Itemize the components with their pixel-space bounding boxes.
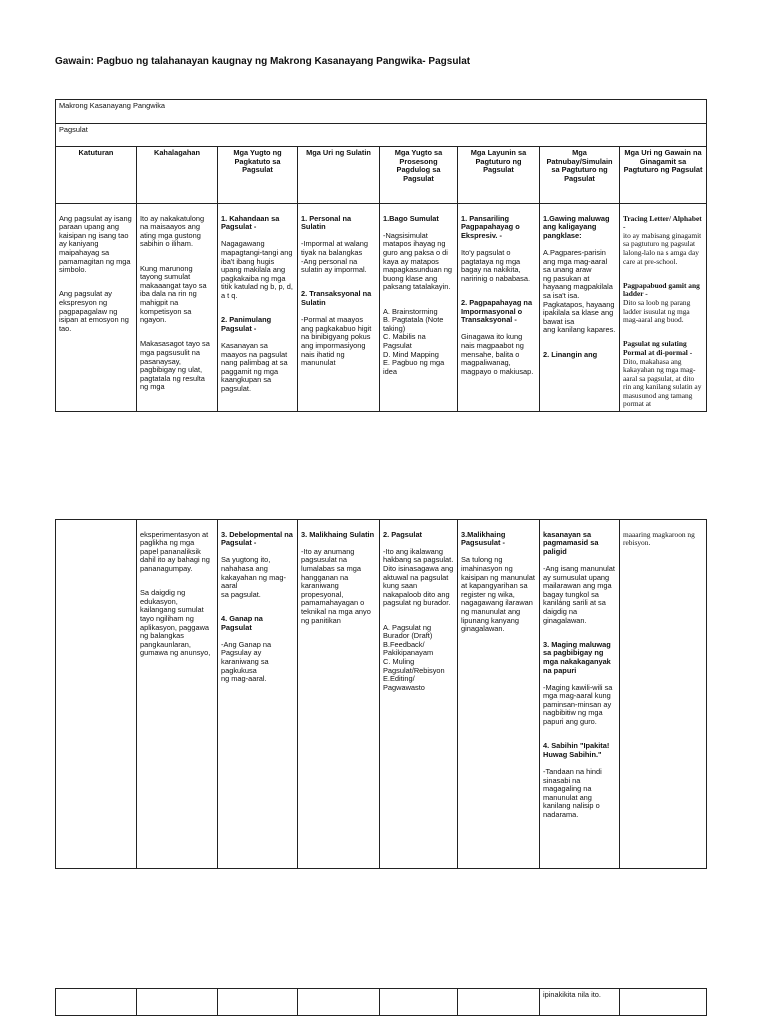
header-kahalagahan: Kahalagahan xyxy=(137,147,218,204)
cell-text: A. Pagsulat ng Burador (Draft) B.Feedback/ Pakikipanayam C. Muling Pagsulat/Rebisyon E.Editing/ Pagwawasto xyxy=(383,622,445,692)
cell-heading: 1. Pansariling Pagpapahayag o Ekspresiv. - xyxy=(461,213,520,240)
cell-heading: 1.Bago Sumulat xyxy=(383,213,439,223)
cell-empty xyxy=(218,989,298,1016)
cell-text: eksperimentasyon at paglikha ng mga papel pananaliksik dahil ito ay bahagi ng pananagumpay. xyxy=(140,529,210,573)
cell-uri-gawain xyxy=(620,204,707,412)
header-yugto-proseso: Mga Yugto sa Prosesong Pagdulog sa Pagsulat xyxy=(380,147,458,204)
cell-heading: 2. Pagpapahayag na Impormasyonal o Transaksyonal - xyxy=(461,297,533,325)
cell-text: -Maging kawili-wili sa mga mag-aaral kung paminsan-minsan ay nagbibitiw ng mga papuri ang guro. xyxy=(543,682,613,727)
header-uri-sulatin: Mga Uri ng Sulatin xyxy=(298,147,380,204)
cell-heading: 2. Linangin ang xyxy=(543,349,598,359)
cell-text: -Ang isang manunulat ay sumusulat upang mailarawan ang mga bagay tungkol sa kaniláng sarili at sa daigdig na ginagalawan. xyxy=(543,563,615,625)
cell-empty xyxy=(380,989,458,1016)
cell-text: Ito ay nakakatulong na maisaayos ang ating mga gustong sabihin o iliham. xyxy=(140,213,205,249)
header-katuturan: Katuturan xyxy=(56,147,137,204)
cell-text: -Pormal at maayos ang pagkakabuo higit na binibigyang pokus ang impormasiyong nais ihatid ng manunulat xyxy=(301,315,372,368)
cell-heading: 1. Personal na Sulatin xyxy=(301,213,352,232)
cell-text: -Ito ang ikalawang hakbang sa pagsulat. Dito isinasagawa ang aktuwal na pagsulat kung saan nakapaloob dito ang pagsulat ng burador. xyxy=(383,546,454,608)
pagsulat-table-part-1 xyxy=(55,99,707,412)
cell-heading: 3. Maging maluwag sa pagbibigay ng mga nakakaganyak na papuri xyxy=(543,639,611,675)
cell-empty xyxy=(298,989,380,1016)
cell-kahalagahan xyxy=(137,204,218,412)
cell-text: -Ito ay anumang pagsusulat na lumalabas sa mga hangganan na karaniwang propesyonal, pamamahayagan o teknikal na mga anyo ng panitikan xyxy=(301,546,371,625)
table-banner-subtitle: Pagsulat xyxy=(56,124,707,147)
cell-text: Sa tulong ng imahinasyon ng kaisipan ng manunulat at kapangyarihan sa register ng wika, nagagawang ilarawan ng manunulat ang lipunang kanyang ginagalawan. xyxy=(461,555,535,634)
cell-heading: 4. Ganap na Pagsulat xyxy=(221,613,263,632)
pagsulat-table-part-2 xyxy=(55,519,707,869)
cell-heading: Tracing Letter/ Alphabet - xyxy=(623,213,702,232)
cell-heading: 1. Kahandaan sa Pagsulat - xyxy=(221,213,280,232)
cell-kahalagahan xyxy=(137,520,218,869)
cell-yugto-proseso xyxy=(380,520,458,869)
cell-text: Sa daigdig ng edukasyon, kailangang sumulat tayo ngiliham ng aplikasyon, paggawa ng balangkas pangkaunlaran, gumawa ng anunsyo, xyxy=(140,588,211,658)
cell-heading: 2. Pagsulat xyxy=(383,529,423,539)
cell-text: -Nagsisimulat matapos ihayag ng guro ang paksa o di kaya ay matapos mapagkasunduan ng buong klase ang paksang tatalakayin. xyxy=(383,230,453,292)
cell-text: maaaring magkaroon ng rebisyon. xyxy=(623,529,695,548)
cell-heading: 4. Sabihin "Ipakita! Huwag Sabihin." xyxy=(543,741,610,759)
cell-text: -Impormal at walang tiyak na balangkas -Ang personal na sulatin ay impormal. xyxy=(301,239,368,275)
cell-empty xyxy=(56,989,137,1016)
cell-text: Ang pagsulat ay ekspresyon ng pagpapagalaw ng isipan at emosyon ng tao. xyxy=(59,289,129,333)
cell-text: Ang pagsulat ay isang paraan upang ang kaisipan ng isang tao ay kaniyang maipahayag sa pamamagitan ng mga simbolo. xyxy=(59,213,132,275)
cell-text: ito ay mabisang ginagamit sa pagtuturo ng pagsulat lalong-lalo na s amga day care at pre-school. xyxy=(623,230,702,266)
header-yugto-pagkatuto: Mga Yugto ng Pagkatuto sa Pagsulat xyxy=(218,147,298,204)
table-row xyxy=(56,989,707,1016)
cell-heading: 1.Gawing maluwag ang kaligayang pangklase: xyxy=(543,213,610,240)
cell-katuturan xyxy=(56,204,137,412)
cell-text: Nagagawang mapagtangi-tangi ang iba't ibang hugis upang makilala ang pagkakaiba ng mga titik katulad ng b, p, d, a t q. xyxy=(221,239,293,300)
cell-uri-sulatin xyxy=(298,520,380,869)
cell-layunin xyxy=(458,204,540,412)
cell-text: Makasasagot tayo sa mga pagsusulit na pasanaysay, pagbibigay ng ulat, pagtatala ng resulta ng mga xyxy=(140,339,210,392)
cell-patnubay xyxy=(540,204,620,412)
table-banner-title: Makrong Kasanayang Pangwika xyxy=(56,100,707,124)
cell-empty xyxy=(620,989,707,1016)
cell-patnubay: ipinakikita nila ito. xyxy=(540,989,620,1016)
header-patnubay: Mga Patnubay/Simulain sa Pagtuturo ng Pagsulat xyxy=(540,147,620,204)
document-title: Gawain: Pagbuo ng talahanayan kaugnay ng Makrong Kasanayang Pangwika- Pagsulat xyxy=(55,56,471,67)
cell-text: Kasanayan sa maayos na pagsulat nang palimbag at sa paggamit ng mga kaangkupan sa pagsulat. xyxy=(221,340,288,393)
cell-heading: kasanayan sa pagmamasid sa paligid xyxy=(543,529,599,556)
cell-text: A. Brainstorming B. Pagtatala (Note taking) C. Mabilis na Pagsulat D. Mind Mapping E. Pagbuo ng mga idea xyxy=(383,306,445,376)
cell-text: -Tandaan na hindi sinasabi na magagaling na manunulat ang kanilang nalisip o nadarama. xyxy=(543,767,602,819)
cell-heading: 2. Transaksyonal na Sulatin xyxy=(301,289,372,307)
cell-text: A.Pagpares-parisin ang mga mag-aaral sa unang araw ng pasukan at hayaang magpakilala sa isa't isa. Pagkatapos, hayaang ipakilala sa klase ang bawat isa ang kanilang kapares. xyxy=(543,247,616,335)
cell-text: Dito sa loob ng parang ladder isusulat ng mga mag-aaral ang buod. xyxy=(623,297,691,325)
cell-heading: Pagsulat ng sulating Pormal at di-pormal - xyxy=(623,339,693,357)
cell-empty xyxy=(137,989,218,1016)
table-row xyxy=(56,520,707,869)
cell-yugto-pagkatuto xyxy=(218,204,298,412)
cell-text: Sa yugtong ito, nahahasa ang kakayahan ng mag-aaral sa pagsulat. xyxy=(221,555,286,599)
cell-layunin xyxy=(458,520,540,869)
cell-empty xyxy=(458,989,540,1016)
pagsulat-table-part-3 xyxy=(55,988,707,1016)
header-uri-gawain: Mga Uri ng Gawain na Ginagamit sa Pagtuturo ng Pagsulat xyxy=(620,147,707,204)
cell-heading: 3. Debelopmental na Pagsulat - xyxy=(221,529,293,548)
cell-heading: 2. Panimulang Pagsulat - xyxy=(221,315,272,333)
cell-uri-gawain xyxy=(620,520,707,869)
cell-uri-sulatin xyxy=(298,204,380,412)
cell-heading: 3.Malikhaing Pagsusulat - xyxy=(461,529,506,548)
cell-text: Ito'y pagsulat o pagtataya ng mga bagay na nakikita, naririnig o nababasa. xyxy=(461,247,531,283)
table-row xyxy=(56,204,707,412)
cell-yugto-proseso xyxy=(380,204,458,412)
cell-text: -Ang Ganap na Pagsulay ay karaniwang sa pagkukusa ng mag-aaral. xyxy=(221,639,272,684)
cell-text: Kung marunong tayong sumulat makaaangat tayo sa iba dala na rin ng mahigpit na kompetisyon sa ngayon. xyxy=(140,263,207,325)
cell-patnubay xyxy=(540,520,620,869)
cell-heading: Pagpapabuod gamit ang ladder - xyxy=(623,280,700,299)
cell-heading: 3. Malikhaing Sulatin xyxy=(301,529,375,539)
cell-text: Ginagawa ito kung nais magpaabot ng mensahe, balita o magpaliwanag, magpayo o makiusap. xyxy=(461,332,534,376)
header-layunin: Mga Layunin sa Pagtuturo ng Pagsulat xyxy=(458,147,540,204)
cell-katuturan xyxy=(56,520,137,869)
cell-text: Dito, makahasa ang kakayahan ng mga mag-aaral sa pagsulat, at dito rin ang kanilang sulatin ay masusunod ang tamang pormat at xyxy=(623,356,702,409)
cell-yugto-pagkatuto xyxy=(218,520,298,869)
